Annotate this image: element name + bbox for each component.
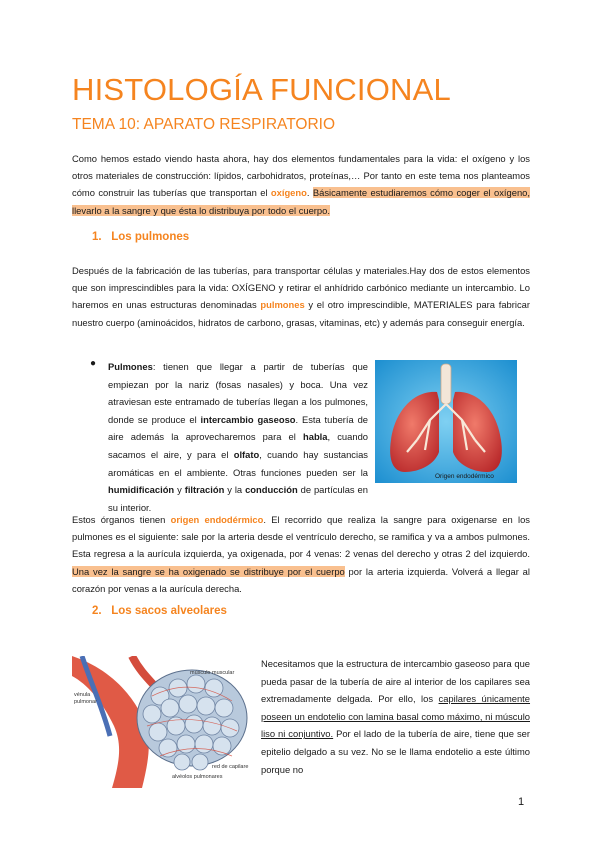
label-muscle: músculo muscular	[190, 670, 235, 676]
trachea	[441, 364, 451, 404]
para4-text-a: Necesitamos que la estructura de intercambio gaseoso para que pueda pasar de la tubería de aire al interior de los capilares sea extremadamente delgada. Por ello, los	[261, 658, 530, 705]
alveolar-sacs-illustration	[72, 656, 254, 788]
bullet-text-g: de partículas en su interior.	[108, 484, 368, 513]
intro-text-a: Como hemos estado viendo hasta ahora, hay dos elementos fundamentales para la vida: el oxígeno y los otros materiales de construcción: lípidos, carbohidratos, proteínas,… Por tanto en este tema nos planteamos cómo construir las tuberías que transportan el	[72, 153, 530, 199]
para3-highlight: Una vez la sangre se ha oxigenado se distribuye por el cuerpo	[72, 565, 345, 577]
para3-text-c: por la arteria izquierda. Volverá a llegar al corazón por venas a la aurícula derecha.	[72, 565, 530, 594]
para4-underlined: capilares únicamente poseen un endotelio con lamina basal como máximo, ni músculo liso ni conjuntivo.	[261, 693, 531, 740]
section-title: Los sacos alveolares	[111, 605, 227, 617]
page-number: 1	[518, 796, 525, 808]
para2-text-b: y el otro imprescindible, MATERIALES para fabricar nuestro cuerpo (aminoácidos, hidratos de carbono, grasas, vitaminas, etc) y además para conseguir energía.	[72, 299, 530, 328]
bullet-marker: ●	[90, 358, 97, 369]
bold-conduccion: conducción	[245, 484, 298, 496]
bold-olfato: olfato	[233, 448, 260, 460]
paragraph-2	[72, 262, 530, 331]
paragraph-3	[72, 511, 530, 597]
bullet-text-c: , cuando sacamos el aire, y para el	[108, 431, 368, 460]
para4-text-b: Por el lado de la tubería de aire, tiene que ser epitelio delgado a su vez. No se le llama endotelio a este último porque no	[261, 728, 530, 775]
bullet-text-b: . Esta tubería de aire además la aprovecharemos para el	[108, 413, 368, 443]
lungs-illustration	[375, 360, 517, 483]
document-subtitle: TEMA 10: APARATO RESPIRATORIO	[72, 116, 336, 133]
bullet-text-a: : tienen que llegar a partir de tuberías que empiezan por la nariz (fosas nasales) y boca. Una vez atraviesan este entramado de tuberías llegan a los pulmones, donde se produce el	[108, 361, 368, 425]
bold-intercambio: intercambio gaseoso	[200, 413, 296, 425]
label-capillary-net: red de capilare	[212, 764, 249, 770]
intro-text-b: .	[306, 187, 313, 199]
bold-habla: habla	[303, 431, 328, 443]
bullet-label: Pulmones	[108, 361, 153, 372]
bullet-item	[90, 358, 368, 516]
bold-humidificacion: humidificación	[108, 484, 175, 496]
keyword-origen-endodermico: origen endodérmico	[170, 514, 264, 525]
label-alveoli: alvéolos pulmonares	[172, 774, 223, 780]
section-heading-2	[92, 605, 227, 617]
para3-text-b: . El recorrido que realiza la sangre para oxigenarse en los pulmones es el siguiente: sale por la arteria desde el ventrículo derecho, se ramifica y va a ambos pulmones. Esta regresa a la aurícula izquierda, ya oxigenada, por 4 venas: 2 venas del derecho y otras 2 del izquierdo.	[72, 514, 530, 560]
intro-paragraph	[72, 150, 530, 219]
keyword-pulmones: pulmones	[260, 299, 305, 311]
lung-caption: Origen endodérmico	[435, 473, 494, 480]
document-title: HISTOLOGÍA FUNCIONAL	[72, 72, 451, 107]
bold-filtracion: filtración	[184, 484, 225, 496]
section-title: Los pulmones	[111, 231, 190, 243]
intro-highlight: Básicamente estudiaremos cómo coger el oxígeno, llevarlo a la sangre y que ésta lo distribuya por todo el cuerpo.	[72, 187, 530, 216]
paragraph-4	[261, 655, 530, 778]
bullet-text-d: , cuando hay sustancias aromáticas en el ambiente. Otras funciones pueden ser la	[108, 448, 368, 478]
bullet-text-f: y la	[224, 484, 246, 496]
label-venule: vénula	[74, 692, 91, 698]
section-number: 2.	[92, 605, 102, 617]
section-heading-1	[92, 231, 189, 243]
label-venule-2: pulmonar	[74, 699, 97, 705]
para3-text-a: Estos órganos tienen	[72, 514, 171, 525]
section-number: 1.	[92, 231, 102, 243]
para2-text-a: Después de la fabricación de las tuberías, para transportar células y materiales.Hay dos de estos elementos que son imprescindibles para la vida: OXÍGENO y retirar el anhídrido carbónico mediante un intercambio. Lo haremos en unas estructuras denominadas	[72, 265, 530, 311]
keyword-oxigeno: oxígeno	[270, 187, 307, 199]
bullet-text-e: y	[174, 484, 185, 496]
